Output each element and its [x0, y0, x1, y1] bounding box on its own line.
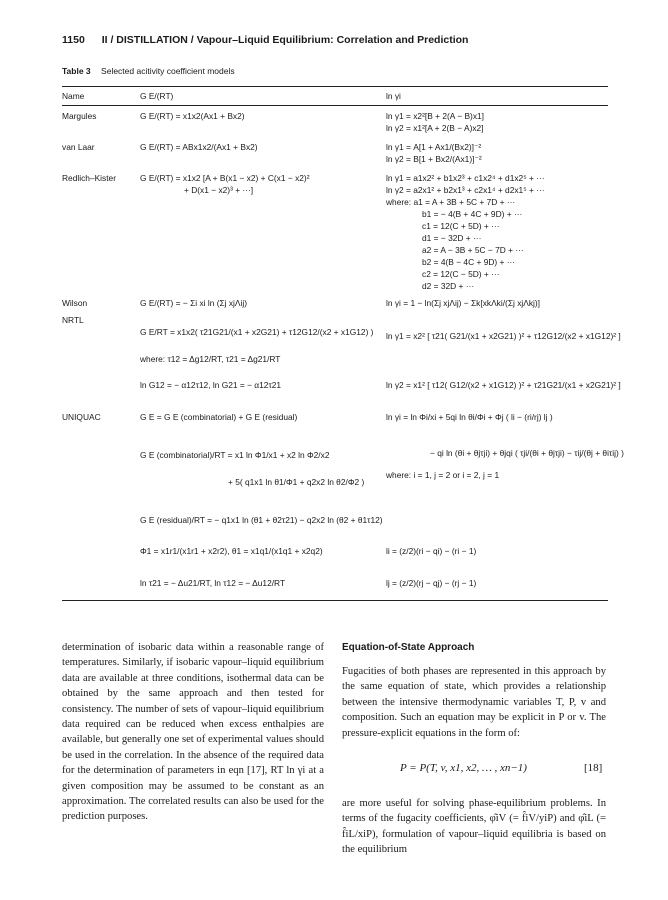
running-title: II / DISTILLATION / Vapour–Liquid Equilibrium: Correlation and Prediction [101, 34, 469, 46]
wilson-lng: ln γi = 1 − ln(Σj xjΛij) − Σk[xkΛki/(Σj xjΛkj)] [386, 298, 541, 308]
column-header-ge: G E/(RT) [140, 91, 174, 101]
row-name-nrtl: NRTL [62, 315, 84, 325]
row-name-wilson: Wilson [62, 298, 88, 308]
redlich-kister-c2: c2 = 12(C − 5D) + ··· [422, 269, 500, 279]
margules-lng1: ln γ1 = x2²[B + 2(A − B)x1] [386, 111, 484, 121]
margules-lng2: ln γ2 = x1²[A + 2(B − A)x2] [386, 123, 484, 133]
row-name-redlich-kister: Redlich–Kister [62, 173, 116, 183]
table-caption-text: Selected acitivity coefficient models [101, 66, 235, 76]
uniquac-phi-theta: Φ1 = x1r1/(x1r1 + x2r2), θ1 = x1q1/(x1q1 + x2q2) [140, 546, 323, 556]
redlich-kister-ge1: G E/(RT) = x1x2 [A + B(x1 − x2) + C(x1 − x2)² [140, 173, 310, 183]
uniquac-lj: lj = (z/2)(rj − qj) − (rj − 1) [386, 578, 477, 588]
uniquac-combinatorial: G E (combinatorial)/RT = x1 ln Φ1/x1 + x2 ln Φ2/x2 [140, 450, 330, 460]
uniquac-where: where: i = 1, j = 2 or i = 2, j = 1 [386, 470, 500, 480]
right-column-para1: Fugacities of both phases are represented in this approach by the same equation of state, which provides a relationship between the intensive thermodynamic variables T, P, v and composition. Such an equation may be explicit in P or v. The pressure-explicit equations in the form of: [342, 666, 606, 739]
uniquac-combinatorial-2: + 5( q1x1 ln θ1/Φ1 + q2x2 ln θ2/Φ2 ) [228, 477, 365, 487]
uniquac-residual: G E (residual)/RT = − q1x1 ln (θ1 + θ2τ21) − q2x2 ln (θ2 + θ1τ12) [140, 515, 383, 525]
column-header-lngamma: ln γi [386, 91, 401, 101]
nrtl-lng2: ln γ2 = x1² [ τ12( G12/(x2 + x1G12) )² + τ21G21/(x1 + x2G21)² ] [386, 380, 621, 390]
table-bottom-rule [62, 600, 608, 601]
equation-number: [18] [584, 762, 603, 774]
nrtl-lng1: ln γ1 = x2² [ τ21( G21/(x1 + x2G21) )² + τ12G12/(x2 + x1G12)² ] [386, 331, 621, 341]
redlich-kister-ge2: + D(x1 − x2)³ + ···] [184, 185, 254, 195]
right-column-para2: are more useful for solving phase-equilibrium problems. In terms of the fugacity coefficients, φ̂iV (= f̂iV/yiP) and φ̂iL (= f̂iL/xiP), formulation of vapour–liquid equilibria is based on the equilibrium [342, 798, 606, 856]
margules-ge: G E/(RT) = x1x2(Ax1 + Bx2) [140, 111, 245, 121]
redlich-kister-d2: d2 = 32D + ··· [422, 281, 475, 291]
uniquac-li: li = (z/2)(ri − qi) − (ri − 1) [386, 546, 477, 556]
column-header-name: Name [62, 91, 85, 101]
redlich-kister-b1: b1 = − 4(B + 4C + 9D) + ··· [422, 209, 523, 219]
equation-18: P = P(T, v, x1, x2, … , xn−1) [400, 762, 527, 774]
table-label: Table 3 [62, 66, 91, 76]
uniquac-lng1: ln γi = ln Φi/xi + 5qi ln θi/Φi + Φj ( li − (ri/rj) lj ) [386, 412, 553, 422]
table-header-rule [62, 105, 608, 106]
redlich-kister-lng2: ln γ2 = a2x1² + b2x1³ + c2x1⁴ + d2x1⁵ + ··· [386, 185, 545, 195]
redlich-kister-b2: b2 = 4(B − 4C + 9D) + ··· [422, 257, 516, 267]
uniquac-lng2: − qi ln (θi + θjτji) + θjqi ( τji/(θi + θjτji) − τij/(θj + θiτij) ) [430, 448, 624, 458]
page-number: 1150 [62, 34, 85, 46]
table-top-rule [62, 86, 608, 87]
nrtl-tau: where: τ12 = Δg12/RT, τ21 = Δg21/RT [140, 354, 281, 364]
van-laar-lng2: ln γ2 = B[1 + Bx2/(Ax1)]⁻² [386, 154, 482, 164]
left-column-text: determination of isobaric data within a reasonable range of temperatures. Similarly, if isobaric vapour–liquid equilibrium data are available at three conditions, isothermal data can be obtained by the same approach and then tested for consistency. The number of sets of vapour–liquid equilibrium data required can be reduced when excess enthalpies are available, but generally one set of experimental values should be used in the correlation. In the absence of the required data for the determination of parameters in eqn [17], RT ln γi at a given composition may be assumed to be constant as an approximation. The correlated results can also be used for the prediction purposes. [62, 642, 324, 823]
redlich-kister-c1: c1 = 12(C + 5D) + ··· [422, 221, 500, 231]
redlich-kister-where: where: a1 = A + 3B + 5C + 7D + ··· [386, 197, 516, 207]
uniquac-ln-tau: ln τ21 = − Δu21/RT, ln τ12 = − Δu12/RT [140, 578, 286, 588]
running-header [62, 34, 468, 46]
van-laar-lng1: ln γ1 = A[1 + Ax1/(Bx2)]⁻² [386, 142, 482, 152]
redlich-kister-a2: a2 = A − 3B + 5C − 7D + ··· [422, 245, 524, 255]
nrtl-ge: G E/RT = x1x2( τ21G21/(x1 + x2G21) + τ12G12/(x2 + x1G12) ) [140, 327, 374, 337]
uniquac-ge: G E = G E (combinatorial) + G E (residual) [140, 412, 298, 422]
redlich-kister-d1: d1 = − 32D + ··· [422, 233, 482, 243]
redlich-kister-lng1: ln γ1 = a1x2² + b1x2³ + c1x2⁴ + d1x2⁵ + ··· [386, 173, 545, 183]
row-name-van-laar: van Laar [62, 142, 95, 152]
nrtl-lng-g: ln G12 = − α12τ12, ln G21 = − α12τ21 [140, 380, 282, 390]
table-caption [62, 66, 235, 76]
wilson-ge: G E/(RT) = − Σi xi ln (Σj xjΛij) [140, 298, 247, 308]
van-laar-ge: G E/(RT) = ABx1x2/(Ax1 + Bx2) [140, 142, 258, 152]
row-name-uniquac: UNIQUAC [62, 412, 101, 422]
section-heading: Equation-of-State Approach [342, 642, 475, 653]
row-name-margules: Margules [62, 111, 97, 121]
